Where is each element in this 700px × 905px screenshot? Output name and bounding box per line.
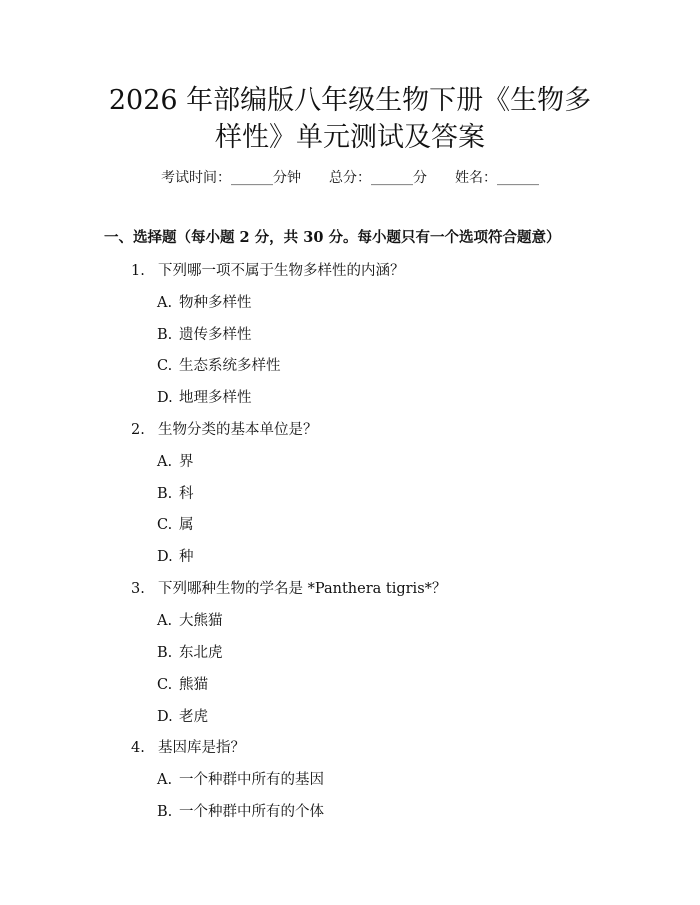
option-letter: D. [157,390,173,406]
question-text: 下列哪一项不属于生物多样性的内涵？ [158,263,405,279]
option-text: 种 [179,549,194,565]
option-text: 生态系统多样性 [179,358,281,374]
option-letter: B. [157,486,173,502]
option-1c [157,356,281,376]
option-text: 一个种群中所有的基因 [179,772,324,788]
option-text: 熊猫 [179,677,208,693]
question-text: 下列哪种生物的学名是 *Panthera tigris*？ [158,581,447,597]
question-3 [131,579,446,599]
option-1a [157,293,252,313]
option-2d [157,547,194,567]
question-1 [131,261,405,281]
option-letter: A. [157,295,173,311]
option-2b [157,484,194,504]
option-letter: D. [157,549,173,565]
option-text: 属 [179,517,194,533]
exam-info-line [0,168,700,188]
option-text: 遗传多样性 [179,327,252,343]
question-number: 3. [131,581,145,597]
question-number: 2. [131,422,145,438]
section-heading-choice: 一、选择题（每小题 2 分，共 30 分。每小题只有一个选项符合题意） [104,229,561,246]
option-2a [157,452,194,472]
option-3a [157,611,223,631]
option-letter: A. [157,454,173,470]
option-1d [157,388,252,408]
document-title: 2026 年部编版八年级生物下册《生物多样性》单元测试及答案 [108,85,592,153]
option-text: 东北虎 [179,645,223,661]
question-text: 生物分类的基本单位是？ [158,422,318,438]
option-3d [157,707,208,727]
option-letter: A. [157,772,173,788]
option-letter: B. [157,645,173,661]
option-2c [157,515,194,535]
option-letter: C. [157,358,173,374]
option-1b [157,325,252,345]
total-score-field: 总分：______分 [329,170,427,186]
option-letter: D. [157,709,173,725]
student-name-field: 姓名：______ [455,170,539,186]
exam-time-field: 考试时间：______分钟 [161,170,301,186]
option-text: 界 [179,454,194,470]
question-2 [131,420,318,440]
option-text: 物种多样性 [179,295,252,311]
question-number: 1. [131,263,145,279]
question-number: 4. [131,740,145,756]
option-text: 地理多样性 [179,390,252,406]
option-text: 科 [179,486,194,502]
option-4b [157,802,324,822]
option-text: 一个种群中所有的个体 [179,804,324,820]
question-4 [131,738,245,758]
option-letter: C. [157,677,173,693]
option-4a [157,770,324,790]
option-letter: B. [157,804,173,820]
option-letter: C. [157,517,173,533]
option-3b [157,643,223,663]
question-text: 基因库是指？ [158,740,245,756]
option-text: 大熊猫 [179,613,223,629]
option-letter: B. [157,327,173,343]
option-3c [157,675,208,695]
option-letter: A. [157,613,173,629]
option-text: 老虎 [179,709,208,725]
